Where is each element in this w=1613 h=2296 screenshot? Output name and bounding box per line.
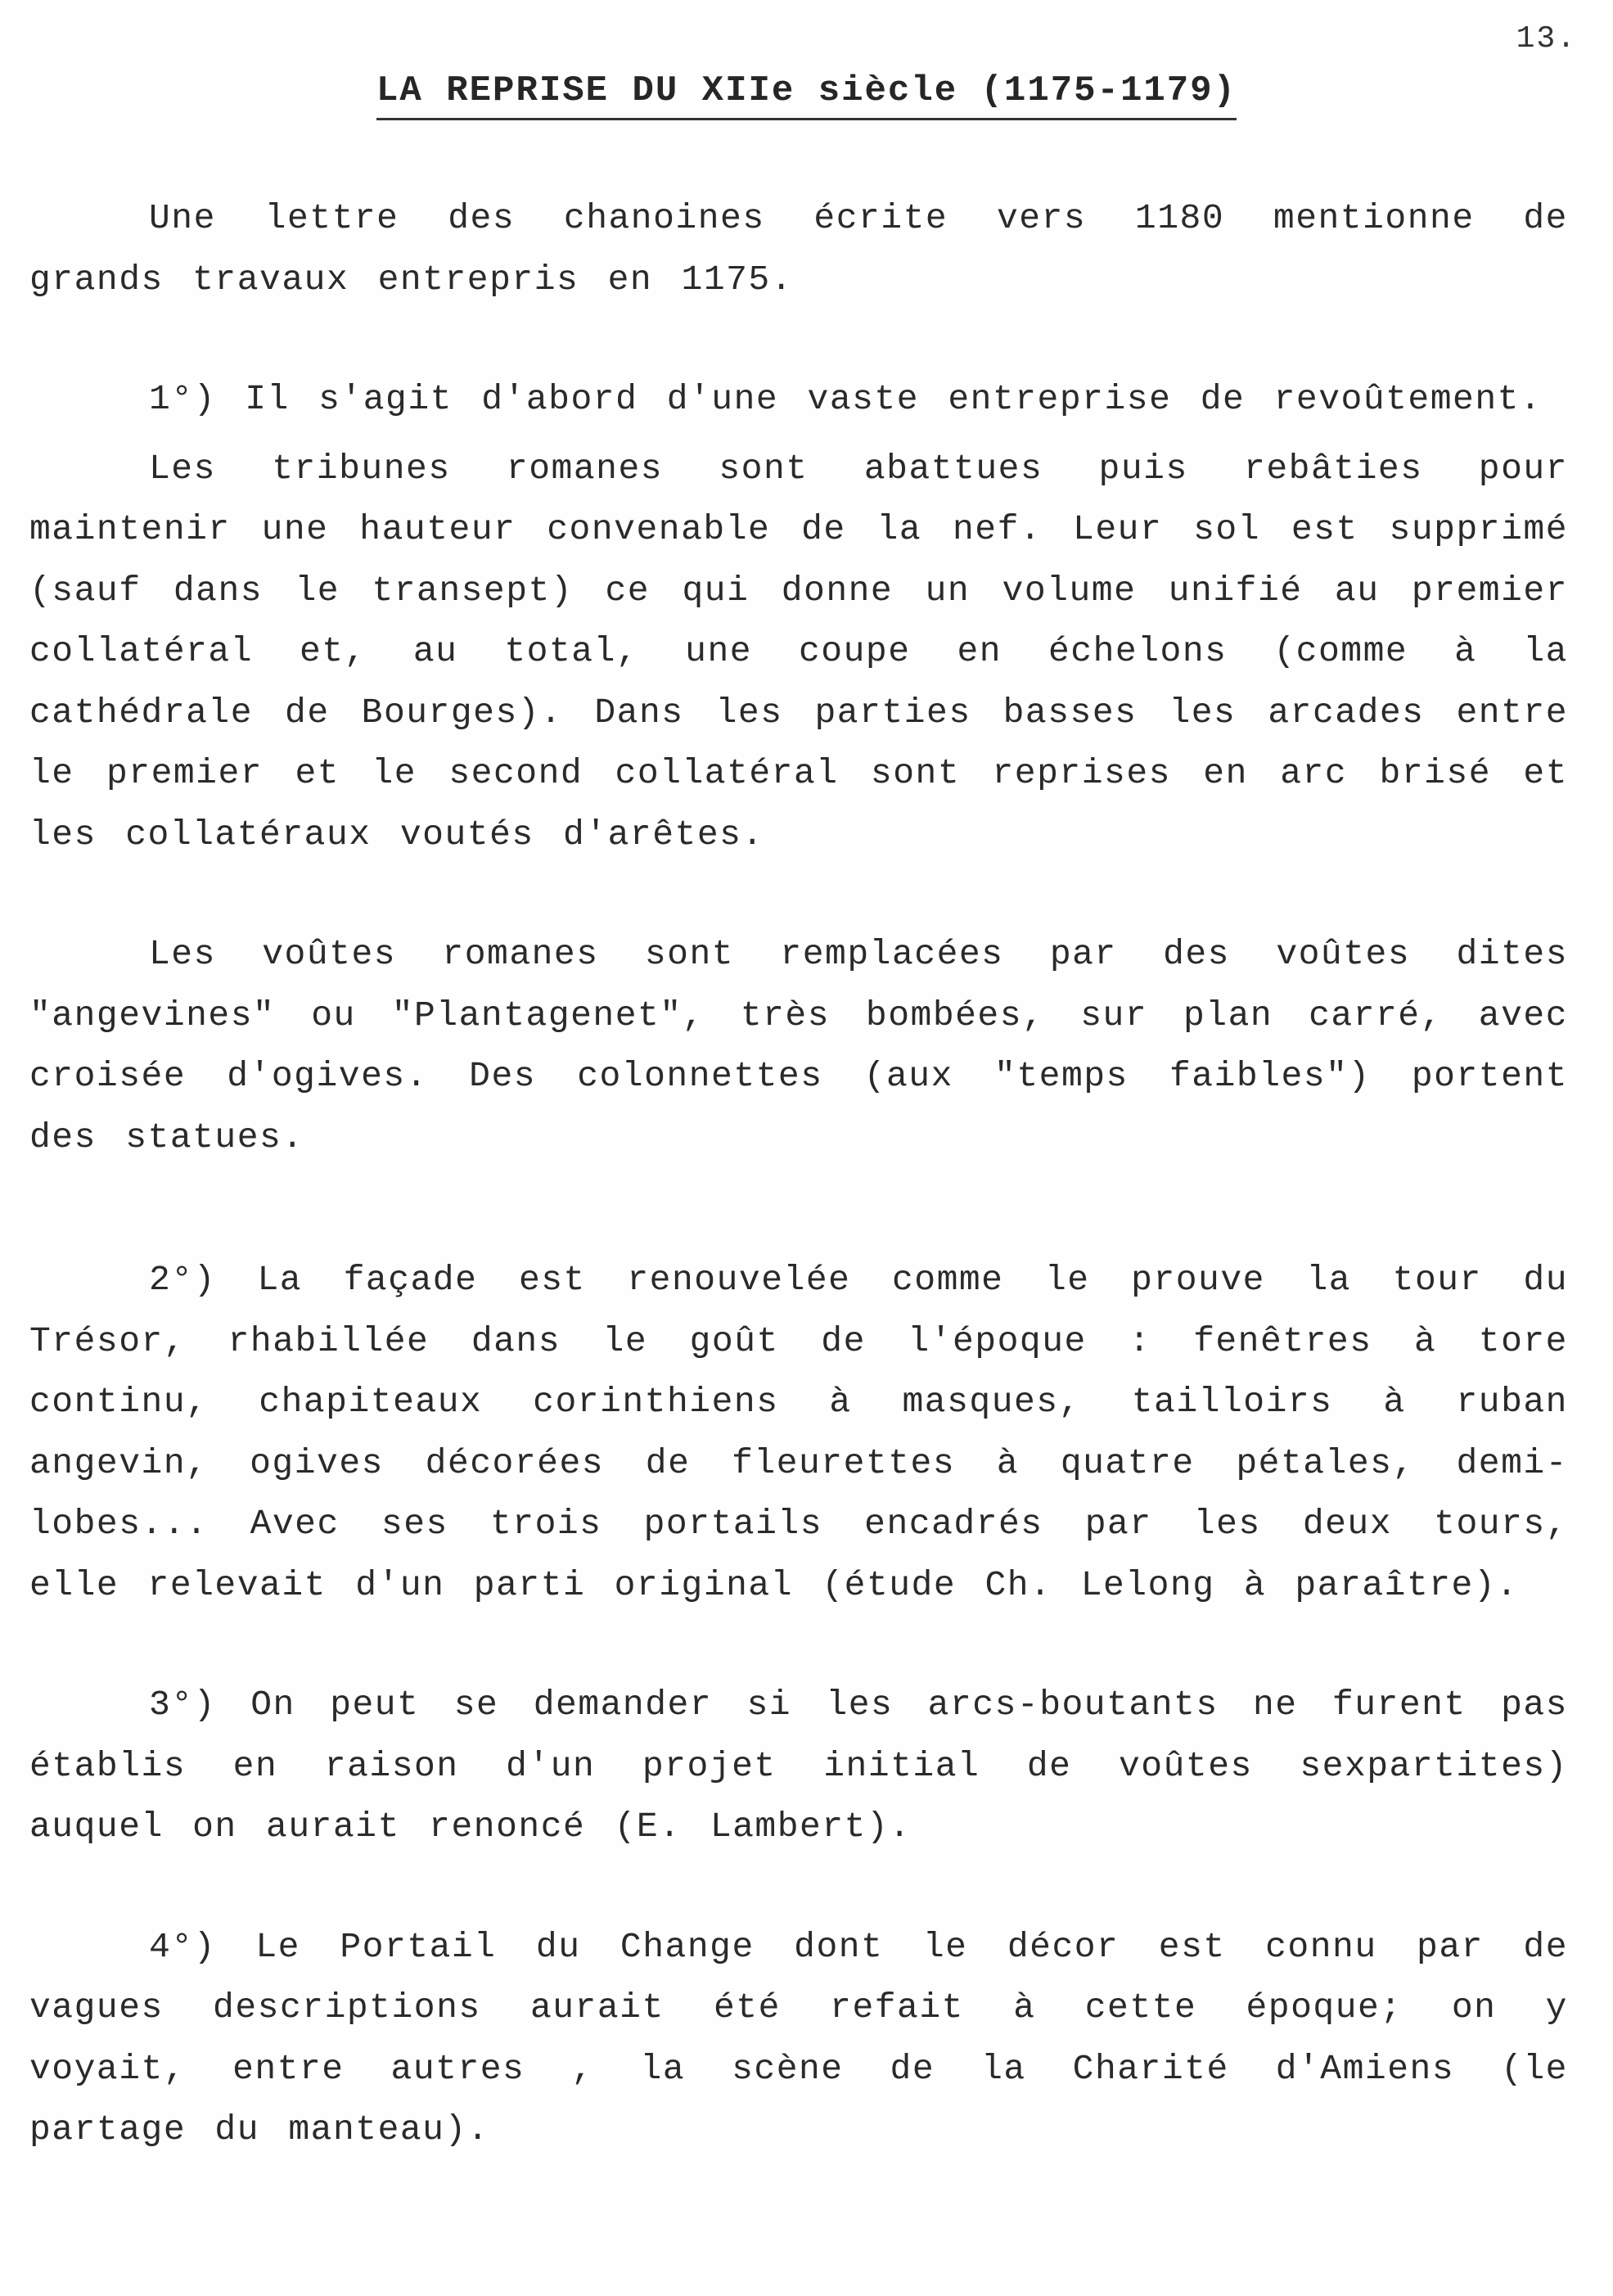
paragraph-tribunes: Les tribunes romanes sont abattues puis rebâties pour maintenir une hauteur convenable de la nef. Leur sol est supprimé (sauf dans le transept) ce qui donne un volume unifié au premier collatéral et, au total, une coupe en échelons (comme à la cathédrale de Bourges). Dans les parties basses les arcades entre le premier et le second collatéral sont reprises en arc brisé et les collatéraux voutés d'arêtes.	[29, 448, 1568, 855]
section-title: LA REPRISE DU XIIe siècle (1175-1179)	[376, 70, 1237, 120]
paragraph-point-3: 3°) On peut se demander si les arcs-boutants ne furent pas établis en raison d'un projet initial de voûtes sexpartites) auquel on aurait renoncé (E. Lambert).	[29, 1685, 1568, 1847]
paragraph-voutes: Les voûtes romanes sont remplacées par des voûtes dites "angevines" ou "Plantagenet", très bombées, sur plan carré, avec croisée d'ogives. Des colonnettes (aux "temps faibles") portent des statues.	[29, 934, 1568, 1157]
paragraph-point-4: 4°) Le Portail du Change dont le décor est connu par de vagues descriptions aurait été refait à cette époque; on y voyait, entre autres , la scène de la Charité d'Amiens (le partage du manteau).	[29, 1926, 1568, 2149]
document-body	[29, 188, 1568, 2161]
page-number: 13.	[1516, 21, 1577, 56]
paragraph-point-2: 2°) La façade est renouvelée comme le prouve la tour du Trésor, rhabillée dans le goût de l'époque : fenêtres à tore continu, chapiteaux corinthiens à masques, tailloirs à ruban angevin, ogives décorées de fleurettes à quatre pétales, demi-lobes... Avec ses trois portails encadrés par les deux tours, elle relevait d'un parti original (étude Ch. Lelong à paraître).	[29, 1260, 1568, 1605]
title-container	[0, 70, 1613, 120]
paragraph-point-1: 1°) Il s'agit d'abord d'une vaste entreprise de revoûtement.	[149, 379, 1543, 419]
paragraph-intro: Une lettre des chanoines écrite vers 1180 mentionne de grands travaux entrepris en 1175.	[29, 198, 1568, 300]
